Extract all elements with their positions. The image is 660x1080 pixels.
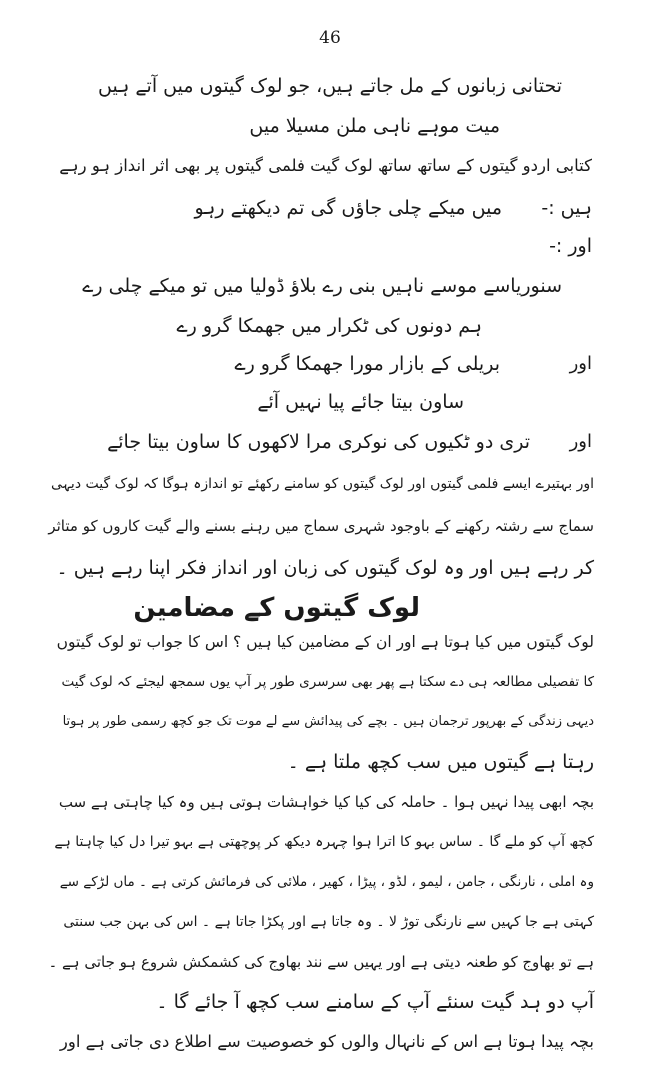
text-line: بچہ ابھی پیدا نہیں ہوا ۔ حاملہ کی کیا کیا خواہشات ہوتی ہیں وہ کیا چاہتی ہے سب (58, 793, 594, 811)
text-line: کتابی اردو گیتوں کے ساتھ ساتھ لوک گیت فلمی گیتوں پر بھی اثر انداز ہو رہے (59, 156, 592, 175)
text-line: وہ املی ، نارنگی ، جامن ، لیمو ، لڈو ، پیڑا ، کھیر ، ملائی کی فرمائش کرتی ہے ۔ ماں لڑکے سے (59, 874, 594, 890)
page-number: 46 (319, 28, 341, 48)
verse-label: اور (569, 353, 592, 374)
text-line: کچھ آپ کو ملے گا ۔ ساس بہو کا اترا ہوا چہرہ دیکھ کر پوچھتی ہے بہو تیرا دل کیا چاہتا ہے (54, 834, 594, 850)
text-line: ہیں :- (541, 197, 592, 219)
text-line: اور بہتیرے ایسے فلمی گیتوں اور لوک گیتوں کو سامنے رکھئے تو اندازہ ہوگا کہ لوک گیت دیہی (51, 476, 594, 492)
verse-line: ہم دونوں کی ٹکرار میں جھمکا گرو رے (176, 315, 482, 337)
text-line: آپ دو ہد گیت سنئے آپ کے سامنے سب کچھ آ جائے گا ۔ (156, 991, 594, 1013)
verse-line: تری دو ٹکیوں کی نوکری مرا لاکھوں کا ساون بیتا جائے (107, 431, 530, 453)
text-line: کر رہے ہیں اور وہ لوک گیتوں کی زبان اور انداز فکر اپنا رہے ہیں ۔ (56, 557, 594, 579)
text-line: لوک گیتوں میں کیا ہوتا ہے اور ان کے مضامین کیا ہیں ؟ اس کا جواب تو لوک گیتوں (56, 633, 594, 651)
text-line: رہتا ہے گیتوں میں سب کچھ ملتا ہے ۔ (287, 751, 594, 773)
verse-line: بریلی کے بازار مورا جھمکا گرو رے (234, 353, 500, 375)
text-line: دیہی زندگی کے بھرپور ترجمان ہیں ۔ بچے کی پیدائش سے لے موت تک جو کچھ رسمی طور پر ہوتا (62, 714, 594, 729)
section-heading: لوک گیتوں کے مضامین (133, 593, 420, 623)
verse-line: ساون بیتا جائے پیا نہیں آئے (257, 391, 464, 413)
text-line: بچہ پیدا ہوتا ہے اس کے نانہال والوں کو خصوصیت سے اطلاع دی جاتی ہے اور (59, 1032, 594, 1051)
text-line: کا تفصیلی مطالعہ ہی دے سکتا ہے پھر بھی سرسری طور پر آپ یوں سمجھ لیجئے کہ لوک گیت (61, 674, 594, 690)
text-line: ہے تو بھاوج کو طعنہ دیتی ہے اور یہیں سے نند بھاوج کی کشمکش شروع ہو جاتی ہے ۔ (48, 953, 594, 971)
verse-line: سنوریاسے موسے ناہیں بنی رے بلاؤ ڈولیا میں تو میکے چلی رے (82, 275, 562, 297)
text-line: اور :- (549, 235, 592, 257)
verse-label: اور (569, 431, 592, 452)
text-line: کہتی ہے جا کہیں سے نارنگی توڑ لا ۔ وہ جاتا ہے اور پکڑا جاتا ہے ۔ اس کی بہن جب سنتی (63, 914, 594, 930)
text-line: سماج سے رشتہ رکھنے کے باوجود شہری سماج میں رہنے بسنے والے گیت کاروں کو متاثر (48, 517, 594, 535)
verse-line: میں میکے چلی جاؤں گی تم دیکھتے رہو (194, 197, 502, 219)
text-line: تحتانی زبانوں کے مل جاتے ہیں، جو لوک گیتوں میں آتے ہیں (98, 75, 562, 97)
verse-line: میت موہے ناہی ملن مسیلا میں (249, 115, 500, 137)
